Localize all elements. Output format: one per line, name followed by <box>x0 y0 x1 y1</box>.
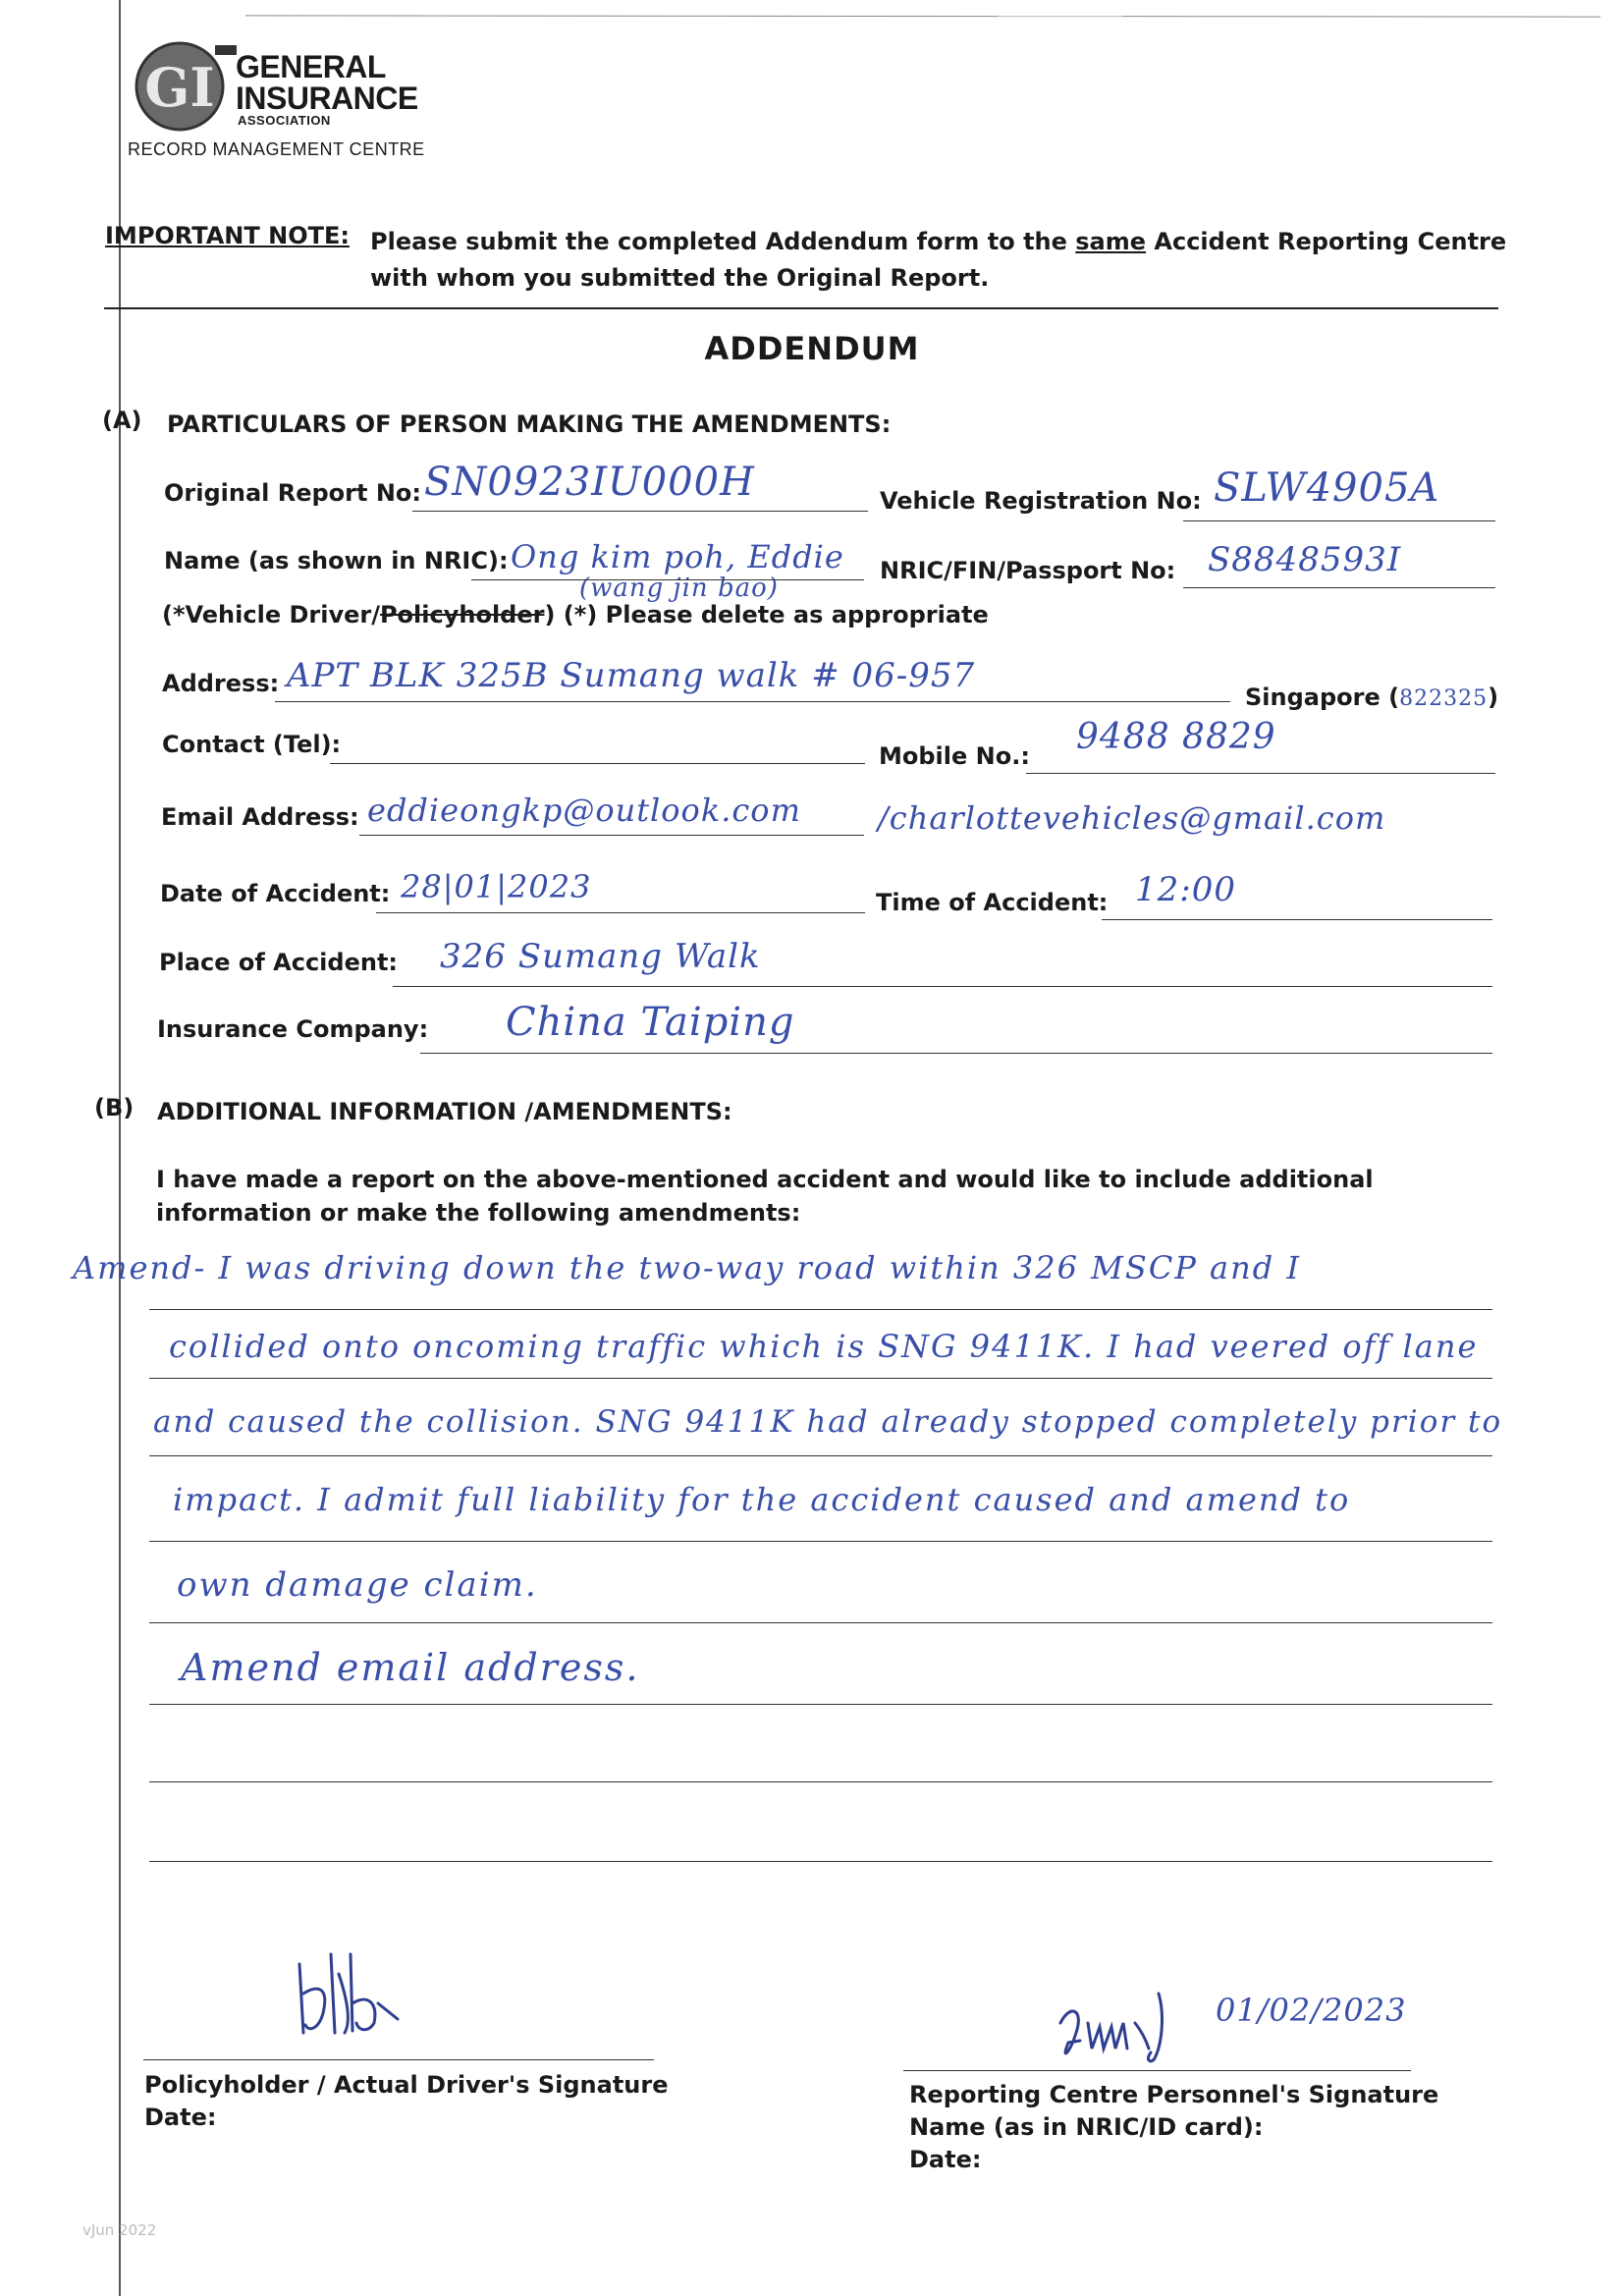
role-note: (*Vehicle Driver/Policyholder) (*) Please delete as appropriate <box>162 601 989 629</box>
contact-label: Contact (Tel): <box>162 731 342 758</box>
original-report-label: Original Report No: <box>164 479 421 507</box>
important-note-label: IMPORTANT NOTE: <box>105 222 350 249</box>
driver-date-label: Date: <box>144 2104 217 2131</box>
section-b-intro: I have made a report on the above-mentioned accident and would like to include additional information or make the following amendments: <box>156 1166 1374 1227</box>
important-note-text <box>370 224 1529 297</box>
postal-value[interactable]: 822325 <box>1399 686 1489 711</box>
name-line <box>471 579 864 580</box>
gia-logo-mark <box>131 35 239 134</box>
vehicle-reg-value[interactable]: SLW4905A <box>1214 465 1440 511</box>
note-text-underlined: same <box>1075 228 1147 255</box>
time-of-accident-label: Time of Accident: <box>876 889 1109 916</box>
note-text-before: Please submit the completed Addendum form to the <box>370 228 1076 255</box>
singapore-postal <box>1245 683 1498 711</box>
amendment-line-3[interactable]: and caused the collision. SNG 9411K had already stopped completely prior to <box>153 1404 1503 1440</box>
scan-top-edge <box>245 15 1600 17</box>
singapore-label: Singapore ( <box>1245 683 1400 711</box>
section-b-heading: ADDITIONAL INFORMATION /AMENDMENTS: <box>157 1098 732 1125</box>
insurance-company-label: Insurance Company: <box>157 1015 429 1043</box>
place-of-accident-line <box>393 986 1492 987</box>
email-value-secondary[interactable]: /charlottevehicles@gmail.com <box>878 799 1386 837</box>
section-b-marker: (B) <box>94 1094 135 1121</box>
email-line <box>359 835 864 836</box>
mobile-label: Mobile No.: <box>879 742 1030 770</box>
nric-line <box>1183 587 1495 588</box>
personnel-signature-label: Reporting Centre Personnel's Signature <box>909 2081 1439 2108</box>
amendment-line-2[interactable]: collided onto oncoming traffic which is SNG 9411K. I had veered off lane <box>169 1328 1479 1365</box>
role-note-struck: Policyholder <box>379 601 545 629</box>
driver-signature-line <box>143 2059 654 2060</box>
amendment-line-6[interactable]: Amend email address. <box>181 1646 640 1689</box>
logo-line-general: GENERAL <box>236 49 386 84</box>
amendment-rule-7 <box>149 1781 1492 1782</box>
email-value[interactable]: eddieongkp@outlook.com <box>367 792 801 829</box>
personnel-signature <box>1041 1984 1218 2072</box>
amendment-rule-3 <box>149 1455 1492 1456</box>
name-label: Name (as shown in NRIC): <box>164 547 509 574</box>
personnel-date-value[interactable]: 01/02/2023 <box>1216 1992 1407 2029</box>
form-version: vJun 2022 <box>82 2221 157 2239</box>
insurance-company-value[interactable]: China Taiping <box>506 1000 795 1045</box>
vehicle-reg-line <box>1183 520 1495 521</box>
personnel-signature-line <box>903 2070 1411 2071</box>
personnel-date-label: Date: <box>909 2146 982 2173</box>
section-a-marker: (A) <box>102 407 142 434</box>
amendment-rule-2 <box>149 1378 1492 1379</box>
form-title: ADDENDUM <box>704 330 920 367</box>
amendment-rule-1 <box>149 1309 1492 1310</box>
insurance-company-line <box>420 1053 1492 1054</box>
driver-signature-label: Policyholder / Actual Driver's Signature <box>144 2071 669 2099</box>
section-a-heading: PARTICULARS OF PERSON MAKING THE AMENDMENTS: <box>167 410 892 438</box>
place-of-accident-value[interactable]: 326 Sumang Walk <box>440 937 761 976</box>
original-report-line <box>412 511 868 512</box>
logo-mark-letters: GI <box>144 56 215 119</box>
driver-signature <box>280 1935 417 2052</box>
place-of-accident-label: Place of Accident: <box>159 949 399 976</box>
date-of-accident-value[interactable]: 28|01|2023 <box>401 868 592 905</box>
nric-label: NRIC/FIN/Passport No: <box>880 557 1176 584</box>
date-of-accident-line <box>376 912 865 913</box>
address-line <box>275 701 1230 702</box>
header-divider <box>104 307 1498 309</box>
amendment-rule-8 <box>149 1861 1492 1862</box>
logo-subtitle: RECORD MANAGEMENT CENTRE <box>128 139 425 159</box>
amendment-rule-4 <box>149 1541 1492 1542</box>
time-of-accident-line <box>1102 919 1492 920</box>
amendment-line-4[interactable]: impact. I admit full liability for the accident caused and amend to <box>173 1481 1351 1518</box>
mobile-value[interactable]: 9488 8829 <box>1076 717 1276 757</box>
name-value-chinese[interactable]: (wang jin bao) <box>579 574 779 603</box>
amendment-line-5[interactable]: own damage claim. <box>177 1565 538 1605</box>
personnel-name-label: Name (as in NRIC/ID card): <box>909 2113 1264 2141</box>
date-of-accident-label: Date of Accident: <box>160 880 391 907</box>
note-text-after: Accident Reporting Centre with whom you submitted the Original Report. <box>370 228 1507 292</box>
amendment-line-1[interactable]: Amend- I was driving down the two-way road within 326 MSCP and I <box>73 1249 1301 1286</box>
contact-line <box>330 763 865 764</box>
amendment-rule-5 <box>149 1622 1492 1623</box>
amendment-rule-6 <box>149 1704 1492 1705</box>
name-value[interactable]: Ong kim poh, Eddie <box>511 538 844 575</box>
address-value[interactable]: APT BLK 325B Sumang walk # 06-957 <box>287 656 976 695</box>
logo-line-insurance: INSURANCE <box>236 81 418 116</box>
mobile-line <box>1026 773 1495 774</box>
logo-line-association: ASSOCIATION <box>238 113 331 128</box>
time-of-accident-value[interactable]: 12:00 <box>1135 870 1236 909</box>
original-report-value[interactable]: SN0923IU000H <box>424 460 755 505</box>
singapore-close: ) <box>1488 683 1499 711</box>
nric-value[interactable]: S8848593I <box>1208 540 1402 579</box>
vehicle-reg-label: Vehicle Registration No: <box>880 487 1202 515</box>
address-label: Address: <box>162 670 280 697</box>
email-label: Email Address: <box>161 803 359 831</box>
